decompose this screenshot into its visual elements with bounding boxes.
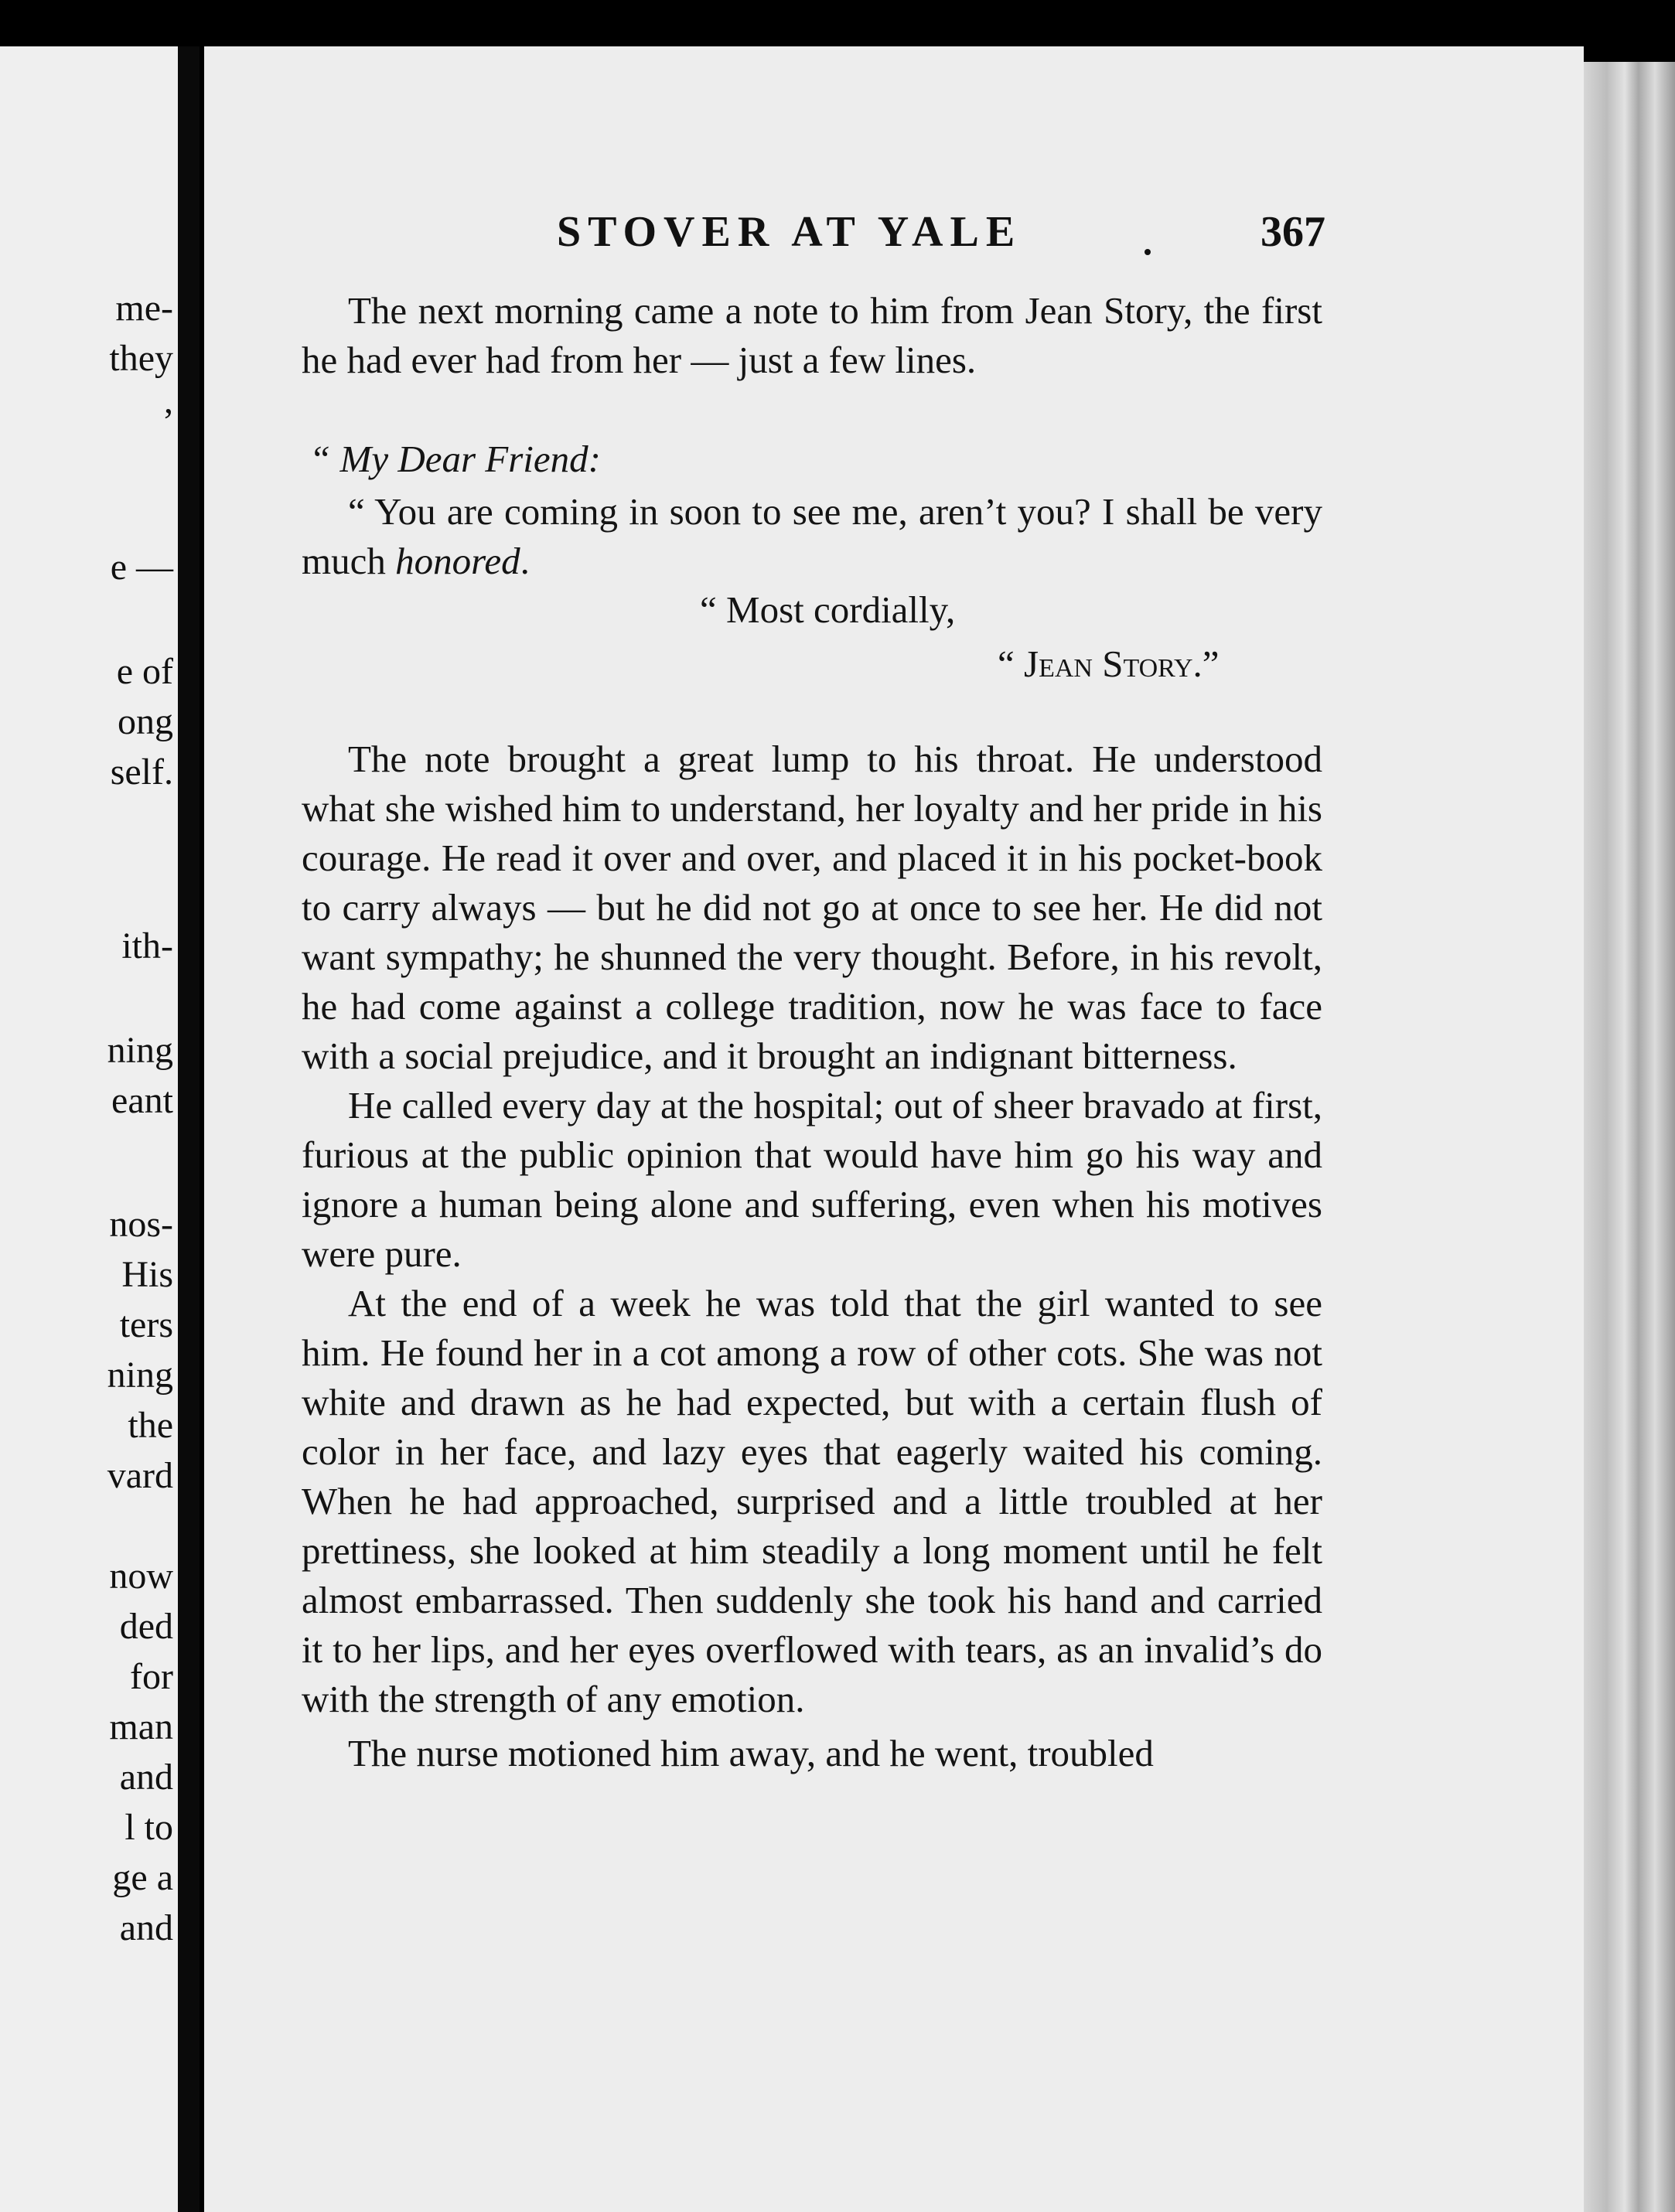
paragraph: The note brought a great lump to his throat. He understood what she wished him to understand, her loyalty and her pride in his courage. He read it over and over, and placed it in his pocket-book to carry always — but he did not go at once to see her. He did not want sympathy; he shunned the very thought. Before, in his revolt, he had come against a college tradition, now he was face to face with a social prejudice, and it brought an indignant bitterness. xyxy=(302,738,1322,1077)
left-page-fragment: ge a xyxy=(112,1857,173,1898)
left-page-fragment: e of xyxy=(116,651,173,692)
letter-body-block xyxy=(302,487,1322,586)
left-page-fragment: ning xyxy=(107,1355,173,1396)
left-page-fragment: ith- xyxy=(121,925,173,966)
left-page-fragment: self. xyxy=(110,752,173,792)
left-page-fragment: for xyxy=(130,1656,173,1697)
letter-salutation: “ My Dear Friend: xyxy=(309,438,601,480)
letter-body-emphasis: honored xyxy=(395,540,520,582)
left-page-fragment: ters xyxy=(119,1304,173,1345)
body-text xyxy=(302,734,1322,1778)
letter-closing: “ Most cordially, xyxy=(700,588,956,631)
opening-paragraph-block xyxy=(302,286,1322,385)
paragraph: At the end of a week he was told that the girl wanted to see him. He found her in a cot among a row of other cots. She was not white and drawn as he had expected, but with a certain flush of color in her face, and lazy eyes that eagerly waited his coming. When he had approached, surprised and a little troubled at her prettiness, she looked at him steadily a long moment until he felt almost embarrassed. Then suddenly she took his hand and carried it to her lips, and her eyes overflowed with tears, as an invalid’s do with the strength of any emotion. xyxy=(302,1282,1322,1720)
left-page-fragment: , xyxy=(164,380,173,421)
book-gutter xyxy=(178,46,200,2212)
left-page-fragment: ong xyxy=(118,701,173,742)
left-page-fragment: nos- xyxy=(109,1204,173,1245)
letter-body-end: . xyxy=(520,540,530,582)
left-page-fragment: eant xyxy=(111,1080,173,1121)
page-edges xyxy=(1584,62,1675,2212)
letter-body xyxy=(302,487,1322,586)
left-page-fragment: they xyxy=(109,338,173,379)
left-page-fragment: and xyxy=(119,1907,173,1948)
paragraph: The nurse motioned him away, and he went, troubled xyxy=(348,1732,1154,1774)
left-page-fragment: now xyxy=(109,1556,173,1597)
left-page-fragment: vard xyxy=(107,1455,173,1496)
left-page-fragment: the xyxy=(128,1405,173,1446)
page-number: 367 xyxy=(1261,208,1325,256)
left-page-fragment: ning xyxy=(107,1030,173,1071)
running-head-dot xyxy=(1145,249,1151,255)
left-page-fragment: l to xyxy=(125,1807,173,1848)
left-page-fragment: me- xyxy=(115,288,173,329)
letter-body-text: “ You are coming in soon to see me, aren’t you? I shall be very much xyxy=(302,490,1322,582)
left-page-fragment: man xyxy=(109,1706,173,1747)
opening-paragraph: The next morning came a note to him from Jean Story, the first he had ever had from her — just a few lines. xyxy=(302,289,1322,381)
left-page-fragment: His xyxy=(121,1254,173,1295)
left-page-fragment: and xyxy=(119,1757,173,1798)
letter-signature: “ Jean Story.” xyxy=(998,642,1220,685)
left-facing-page xyxy=(0,46,178,2212)
paragraph: He called every day at the hospital; out of sheer bravado at first, furious at the public opinion that would have him go his way and ignore a human being alone and suffering, even when his motives were pure. xyxy=(302,1084,1322,1275)
running-head-title: STOVER AT YALE xyxy=(557,208,1022,256)
left-page-fragment: e — xyxy=(110,547,173,588)
left-page-fragment: ded xyxy=(119,1606,173,1647)
